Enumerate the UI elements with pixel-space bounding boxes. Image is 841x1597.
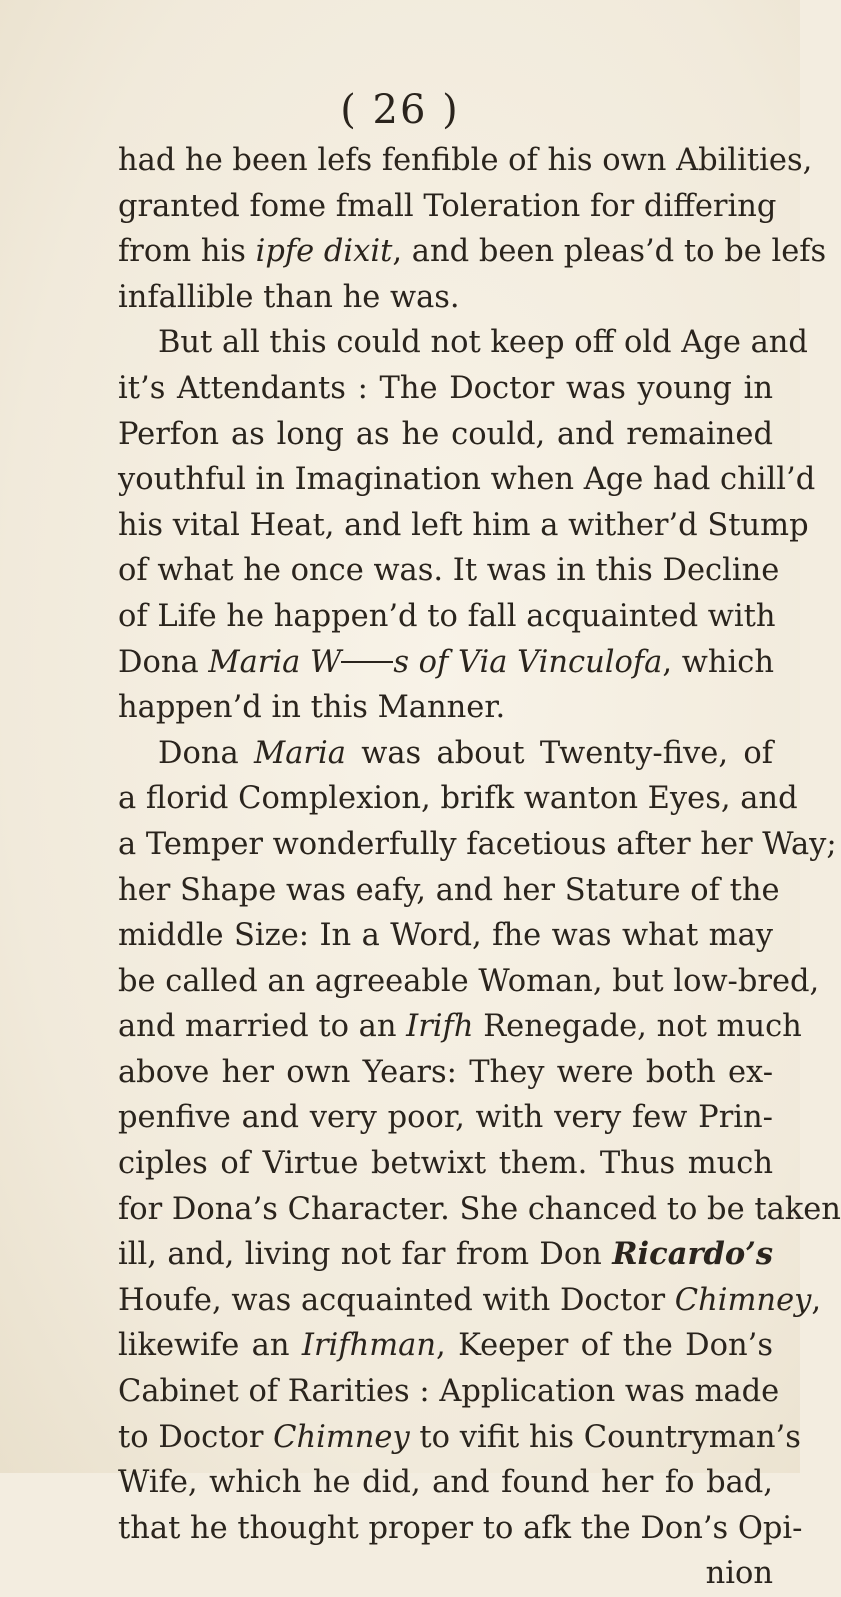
text-line: Dona Maria W s of Via Vinculofa, which: [118, 644, 774, 680]
text-line: middle Size: In a Word, fhe was what may: [118, 918, 773, 954]
text-line: it’s Attendants : The Doctor was young in: [118, 370, 773, 406]
text-line: Houfe, was acquainted with Doctor Chimney,: [118, 1282, 822, 1318]
text-line: happen’d in this Manner.: [118, 690, 506, 726]
dash-blank: [341, 661, 393, 663]
text-line: that he thought proper to afk the Don’s Opi-: [118, 1510, 803, 1546]
text-line: youthful in Imagination when Age had chill’d: [118, 462, 816, 498]
text-line: had he been lefs fenfible of his own Abilities,: [118, 143, 813, 178]
text-line: of Life he happen’d to fall acquainted with: [118, 598, 776, 634]
text-line: infallible than he was.: [118, 279, 460, 315]
text-line: be called an agreeable Woman, but low-bred,: [118, 963, 820, 999]
body-text: [118, 138, 841, 1597]
text-line: above her own Years: They were both ex-: [118, 1054, 773, 1090]
text-line: granted fome fmall Toleration for differing: [118, 188, 777, 224]
text-line: of what he once was. It was in this Decline: [118, 553, 780, 589]
page-number: ( 26 ): [340, 87, 460, 133]
text-line: Cabinet of Rarities : Application was made: [118, 1374, 780, 1410]
text-line: her Shape was eafy, and her Stature of the: [118, 872, 780, 908]
text-line: to Doctor Chimney to vifit his Countryman’s: [118, 1419, 801, 1455]
text-line: likewife an Irifhman, Keeper of the Don’s: [118, 1328, 773, 1364]
text-line: from his ipfe dixit, and been pleas’d to be lefs: [118, 234, 827, 270]
text-line: But all this could not keep off old Age and: [158, 325, 808, 361]
catchword: nion: [705, 1556, 773, 1592]
text-line: and married to an Irifh Renegade, not much: [118, 1009, 802, 1045]
text-line: Wife, which he did, and found her fo bad,: [118, 1465, 773, 1501]
text-line: for Dona’s Character. She chanced to be taken: [118, 1191, 841, 1227]
text-line: Dona Maria was about Twenty-five, of: [158, 735, 773, 771]
text-line: ciples of Virtue betwixt them. Thus much: [118, 1146, 773, 1182]
text-line: Perfon as long as he could, and remained: [118, 416, 773, 452]
text-line: ill, and, living not far from Don Ricardo’s: [118, 1236, 773, 1273]
text-line: a Temper wonderfully facetious after her Way;: [118, 826, 837, 862]
text-line: penfive and very poor, with very few Prin-: [118, 1100, 773, 1136]
text-line: his vital Heat, and left him a wither’d Stump: [118, 507, 809, 543]
text-line: a florid Complexion, brifk wanton Eyes, and: [118, 781, 798, 817]
